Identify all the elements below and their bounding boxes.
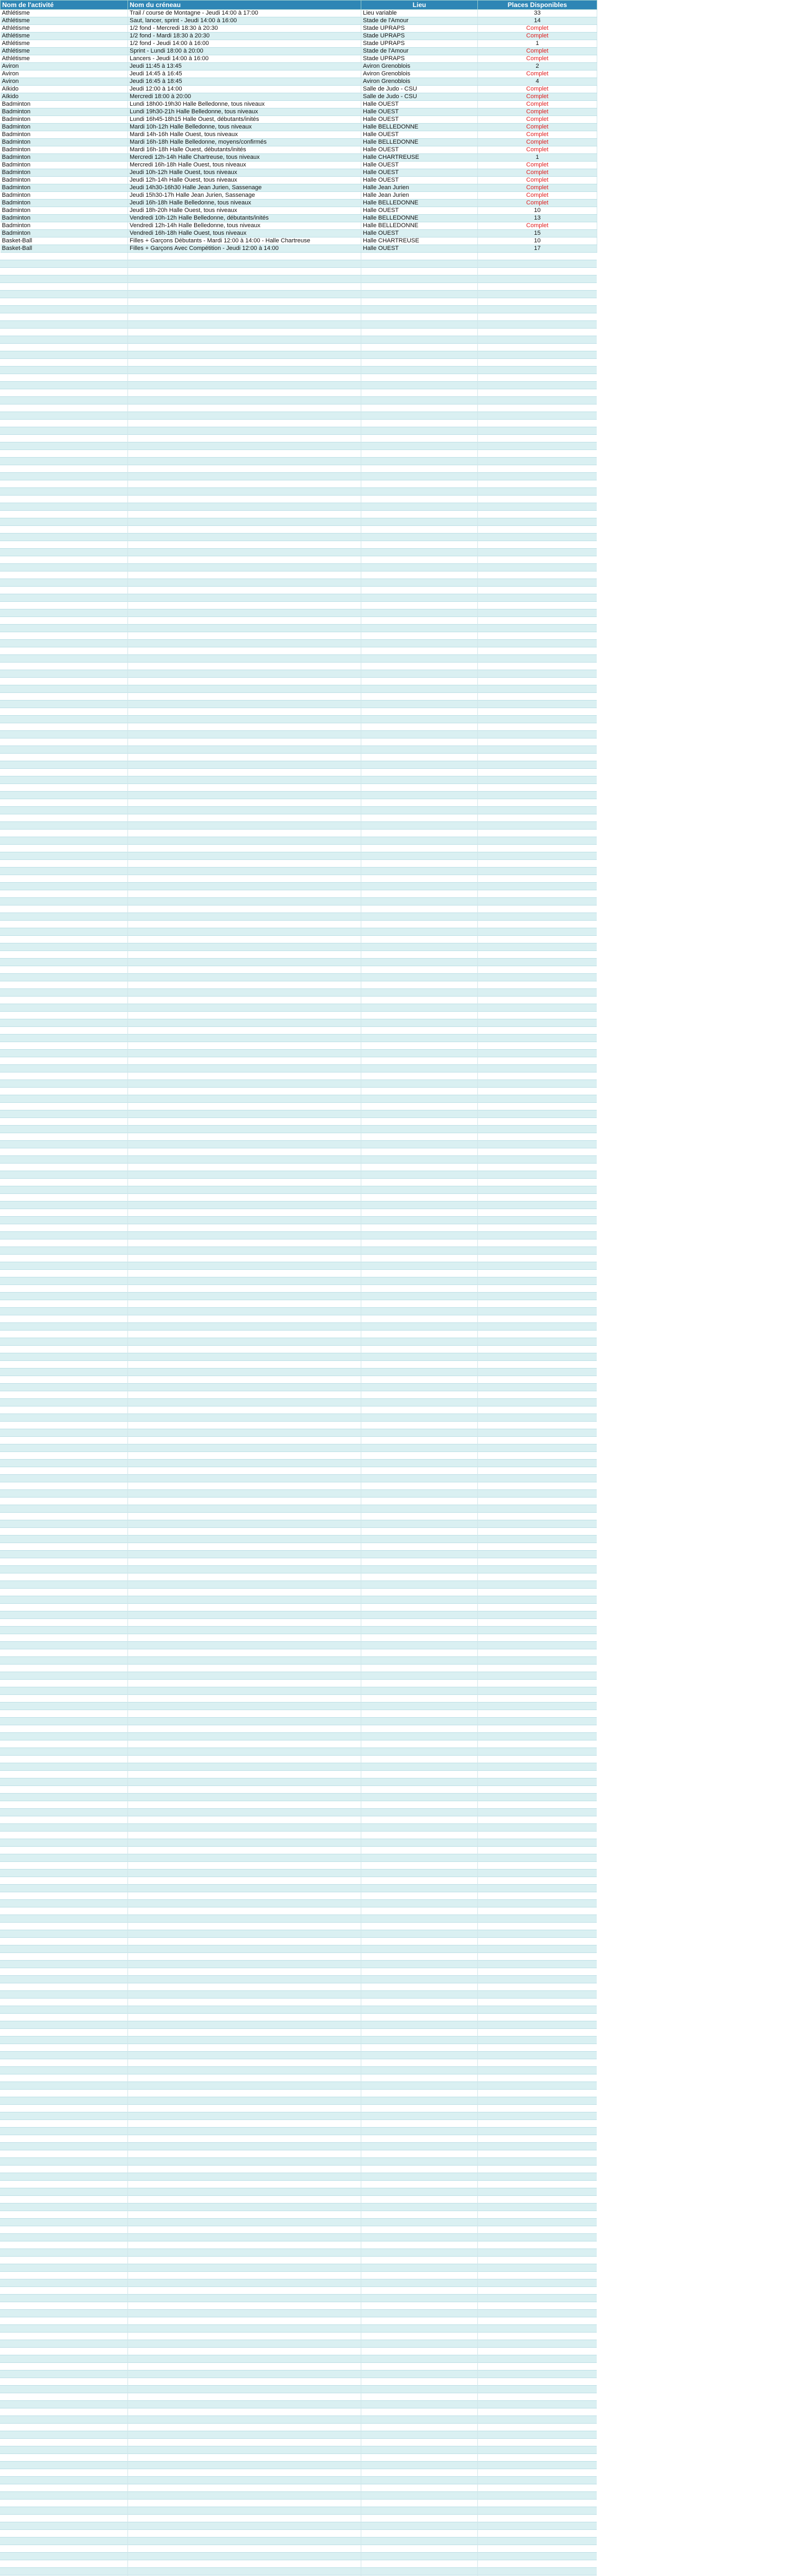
cell-places[interactable]: 4 (478, 78, 597, 86)
cell-slot[interactable]: Saut, lancer, sprint - Jeudi 14:00 à 16:00 (128, 17, 361, 25)
cell-slot[interactable]: Trail / course de Montagne - Jeudi 14:00 à 17:00 (128, 10, 361, 17)
cell-activity[interactable]: Athlétisme (1, 33, 128, 40)
cell-activity[interactable]: Badminton (1, 154, 128, 162)
cell-places[interactable]: Complet (478, 139, 597, 146)
cell-activity[interactable]: Aïkido (1, 86, 128, 93)
cell-location[interactable]: Halle OUEST (361, 131, 478, 139)
table-row (1, 25, 597, 33)
table-row (1, 169, 597, 177)
cell-places[interactable]: Complet (478, 86, 597, 93)
cell-places[interactable]: 1 (478, 154, 597, 162)
cell-places[interactable]: Complet (478, 162, 597, 169)
cell-slot[interactable]: Mercredi 16h-18h Halle Ouest, tous niveaux (128, 162, 361, 169)
cell-activity[interactable]: Athlétisme (1, 25, 128, 33)
cell-activity[interactable]: Aviron (1, 63, 128, 70)
table-row (1, 33, 597, 40)
cell-location[interactable]: Stade de l'Amour (361, 48, 478, 55)
cell-activity[interactable]: Athlétisme (1, 48, 128, 55)
table-row (1, 207, 597, 215)
cell-slot[interactable]: Lancers - Jeudi 14:00 à 16:00 (128, 55, 361, 63)
cell-activity[interactable]: Athlétisme (1, 17, 128, 25)
cell-activity[interactable]: Badminton (1, 177, 128, 184)
table-row (1, 162, 597, 169)
table-row (1, 63, 597, 70)
cell-places[interactable]: Complet (478, 25, 597, 33)
cell-places[interactable]: Complet (478, 116, 597, 124)
cell-places[interactable]: Complet (478, 131, 597, 139)
cell-activity[interactable]: Badminton (1, 200, 128, 207)
cell-places[interactable]: 14 (478, 17, 597, 25)
table-continuation (0, 253, 597, 2576)
table-row (1, 48, 597, 55)
table-row (1, 215, 597, 222)
table-row (1, 131, 597, 139)
cell-activity[interactable]: Badminton (1, 131, 128, 139)
cell-location[interactable]: Lieu variable (361, 10, 478, 17)
table-row (1, 146, 597, 154)
cell-activity[interactable]: Badminton (1, 230, 128, 237)
cell-slot[interactable]: 1/2 fond - Mercredi 18:30 à 20:30 (128, 25, 361, 33)
cell-activity[interactable]: Aïkido (1, 93, 128, 101)
cell-activity[interactable]: Badminton (1, 124, 128, 131)
cell-location[interactable]: Stade UPRAPS (361, 25, 478, 33)
cell-activity[interactable]: Badminton (1, 101, 128, 108)
cell-location[interactable]: Halle OUEST (361, 101, 478, 108)
table-row (1, 78, 597, 86)
cell-places[interactable]: Complet (478, 93, 597, 101)
cell-slot[interactable]: 1/2 fond - Mardi 18:30 à 20:30 (128, 33, 361, 40)
cell-activity[interactable]: Badminton (1, 222, 128, 230)
cell-location[interactable]: Halle Jean Jurien (361, 184, 478, 192)
cell-activity[interactable]: Aviron (1, 70, 128, 78)
cell-places[interactable]: 33 (478, 10, 597, 17)
cell-slot[interactable]: Lundi 18h00-19h30 Halle Belledonne, tous niveaux (128, 101, 361, 108)
table-row (1, 154, 597, 162)
cell-slot[interactable]: Lundi 16h45-18h15 Halle Ouest, débutants/inités (128, 116, 361, 124)
cell-slot[interactable]: Mercredi 12h-14h Halle Chartreuse, tous niveaux (128, 154, 361, 162)
cell-activity[interactable]: Basket-Ball (1, 245, 128, 253)
cell-activity[interactable]: Badminton (1, 207, 128, 215)
cell-location[interactable]: Aviron Grenoblois (361, 78, 478, 86)
cell-slot[interactable]: Vendredi 16h-18h Halle Ouest, tous niveaux (128, 230, 361, 237)
cell-slot[interactable]: Jeudi 10h-12h Halle Ouest, tous niveaux (128, 169, 361, 177)
table-row (1, 184, 597, 192)
cell-location[interactable]: Halle OUEST (361, 108, 478, 116)
table-row (1, 230, 597, 237)
cell-slot[interactable]: Jeudi 14:45 à 16:45 (128, 70, 361, 78)
cell-location[interactable]: Halle OUEST (361, 116, 478, 124)
table-row (1, 55, 597, 63)
cell-places[interactable]: 2 (478, 63, 597, 70)
cell-activity[interactable]: Badminton (1, 184, 128, 192)
activities-table (0, 0, 597, 253)
table-row (1, 108, 597, 116)
cell-slot[interactable]: Mardi 16h-18h Halle Belledonne, moyens/confirmés (128, 139, 361, 146)
table-row (1, 86, 597, 93)
cell-places[interactable]: 15 (478, 230, 597, 237)
cell-location[interactable]: Salle de Judo - CSU (361, 93, 478, 101)
cell-location[interactable]: Stade UPRAPS (361, 40, 478, 48)
cell-places[interactable]: Complet (478, 108, 597, 116)
cell-activity[interactable]: Badminton (1, 146, 128, 154)
cell-activity[interactable]: Badminton (1, 108, 128, 116)
cell-slot[interactable]: Jeudi 18h-20h Halle Ouest, tous niveaux (128, 207, 361, 215)
cell-places[interactable]: 10 (478, 237, 597, 245)
table-row (1, 93, 597, 101)
cell-location[interactable]: Halle BELLEDONNE (361, 215, 478, 222)
cell-slot[interactable]: Jeudi 11:45 à 13:45 (128, 63, 361, 70)
cell-activity[interactable]: Badminton (1, 116, 128, 124)
cell-activity[interactable]: Badminton (1, 162, 128, 169)
cell-slot[interactable]: Jeudi 16h-18h Halle Belledonne, tous niveaux (128, 200, 361, 207)
table-header-row (1, 1, 597, 10)
cell-activity[interactable]: Badminton (1, 215, 128, 222)
cell-activity[interactable]: Athlétisme (1, 55, 128, 63)
cell-slot[interactable]: Filles + Garçons Débutants - Mardi 12:00 à 14:00 - Halle Chartreuse (128, 237, 361, 245)
cell-places[interactable]: 13 (478, 215, 597, 222)
cell-slot[interactable]: Mercredi 18:00 à 20:00 (128, 93, 361, 101)
cell-slot[interactable]: Jeudi 15h30-17h Halle Jean Jurien, Sassenage (128, 192, 361, 200)
cell-slot[interactable]: Jeudi 14h30-16h30 Halle Jean Jurien, Sassenage (128, 184, 361, 192)
cell-places[interactable]: 10 (478, 207, 597, 215)
cell-location[interactable]: Halle BELLEDONNE (361, 139, 478, 146)
cell-slot[interactable]: Mardi 10h-12h Halle Belledonne, tous niveaux (128, 124, 361, 131)
header-activity[interactable]: Nom de l'activité (1, 1, 128, 10)
cell-location[interactable]: Stade UPRAPS (361, 33, 478, 40)
cell-location[interactable]: Halle OUEST (361, 207, 478, 215)
cell-location[interactable]: Halle Jean Jurien (361, 192, 478, 200)
cell-activity[interactable]: Aviron (1, 78, 128, 86)
cell-slot[interactable]: Sprint - Lundi 18:00 à 20:00 (128, 48, 361, 55)
cell-places[interactable]: 17 (478, 245, 597, 253)
cell-slot[interactable]: 1/2 fond - Jeudi 14:00 à 16:00 (128, 40, 361, 48)
cell-location[interactable]: Halle BELLEDONNE (361, 200, 478, 207)
cell-slot[interactable]: Mardi 16h-18h Halle Ouest, débutants/inités (128, 146, 361, 154)
cell-slot[interactable]: Jeudi 12:00 à 14:00 (128, 86, 361, 93)
table-row (1, 124, 597, 131)
table-row (1, 177, 597, 184)
cell-activity[interactable]: Athlétisme (1, 40, 128, 48)
header-location[interactable]: Lieu (361, 1, 478, 10)
cell-location[interactable]: Halle OUEST (361, 177, 478, 184)
cell-places[interactable]: Complet (478, 48, 597, 55)
cell-slot[interactable]: Filles + Garçons Avec Compétition - Jeudi 12:00 à 14:00 (128, 245, 361, 253)
cell-location[interactable]: Halle BELLEDONNE (361, 124, 478, 131)
table-row (1, 237, 597, 245)
cell-places[interactable]: Complet (478, 200, 597, 207)
table-row (1, 200, 597, 207)
cell-location[interactable]: Halle OUEST (361, 230, 478, 237)
header-places[interactable]: Places Disponibles (478, 1, 597, 10)
cell-places[interactable]: Complet (478, 146, 597, 154)
cell-slot[interactable]: Jeudi 12h-14h Halle Ouest, tous niveaux (128, 177, 361, 184)
cell-slot[interactable]: Lundi 19h30-21h Halle Belledonne, tous niveaux (128, 108, 361, 116)
cell-slot[interactable]: Mardi 14h-16h Halle Ouest, tous niveaux (128, 131, 361, 139)
table-row (1, 40, 597, 48)
cell-activity[interactable]: Badminton (1, 192, 128, 200)
cell-slot[interactable]: Vendredi 12h-14h Halle Belledonne, tous niveaux (128, 222, 361, 230)
table-row (1, 192, 597, 200)
cell-activity[interactable]: Basket-Ball (1, 237, 128, 245)
header-slot[interactable]: Nom du créneau (128, 1, 361, 10)
cell-activity[interactable]: Badminton (1, 169, 128, 177)
table-row (1, 70, 597, 78)
table-row (1, 139, 597, 146)
table-row (1, 222, 597, 230)
cell-location[interactable]: Halle OUEST (361, 245, 478, 253)
cell-places[interactable]: Complet (478, 33, 597, 40)
cell-location[interactable]: Aviron Grenoblois (361, 70, 478, 78)
table-row (1, 101, 597, 108)
cell-places[interactable]: Complet (478, 177, 597, 184)
cell-places[interactable]: Complet (478, 184, 597, 192)
cell-places[interactable]: 1 (478, 40, 597, 48)
table-row (1, 116, 597, 124)
table-row (1, 10, 597, 17)
cell-slot[interactable]: Jeudi 16:45 à 18:45 (128, 78, 361, 86)
cell-location[interactable]: Salle de Judo - CSU (361, 86, 478, 93)
cell-places[interactable]: Complet (478, 169, 597, 177)
cell-location[interactable]: Aviron Grenoblois (361, 63, 478, 70)
cell-location[interactable]: Halle CHARTREUSE (361, 154, 478, 162)
cell-places[interactable]: Complet (478, 70, 597, 78)
cell-places[interactable]: Complet (478, 101, 597, 108)
cell-slot[interactable]: Vendredi 10h-12h Halle Belledonne, débutants/inités (128, 215, 361, 222)
table-body (1, 10, 597, 253)
cell-activity[interactable]: Athlétisme (1, 10, 128, 17)
cell-location[interactable]: Stade de l'Amour (361, 17, 478, 25)
cell-places[interactable]: Complet (478, 222, 597, 230)
cell-location[interactable]: Halle OUEST (361, 146, 478, 154)
cell-location[interactable]: Halle BELLEDONNE (361, 222, 478, 230)
table-row (1, 245, 597, 253)
cell-location[interactable]: Stade UPRAPS (361, 55, 478, 63)
table-row (1, 17, 597, 25)
cell-location[interactable]: Halle OUEST (361, 169, 478, 177)
cell-location[interactable]: Halle CHARTREUSE (361, 237, 478, 245)
cell-location[interactable]: Halle OUEST (361, 162, 478, 169)
cell-places[interactable]: Complet (478, 192, 597, 200)
cell-places[interactable]: Complet (478, 124, 597, 131)
cell-activity[interactable]: Badminton (1, 139, 128, 146)
cell-places[interactable]: Complet (478, 55, 597, 63)
